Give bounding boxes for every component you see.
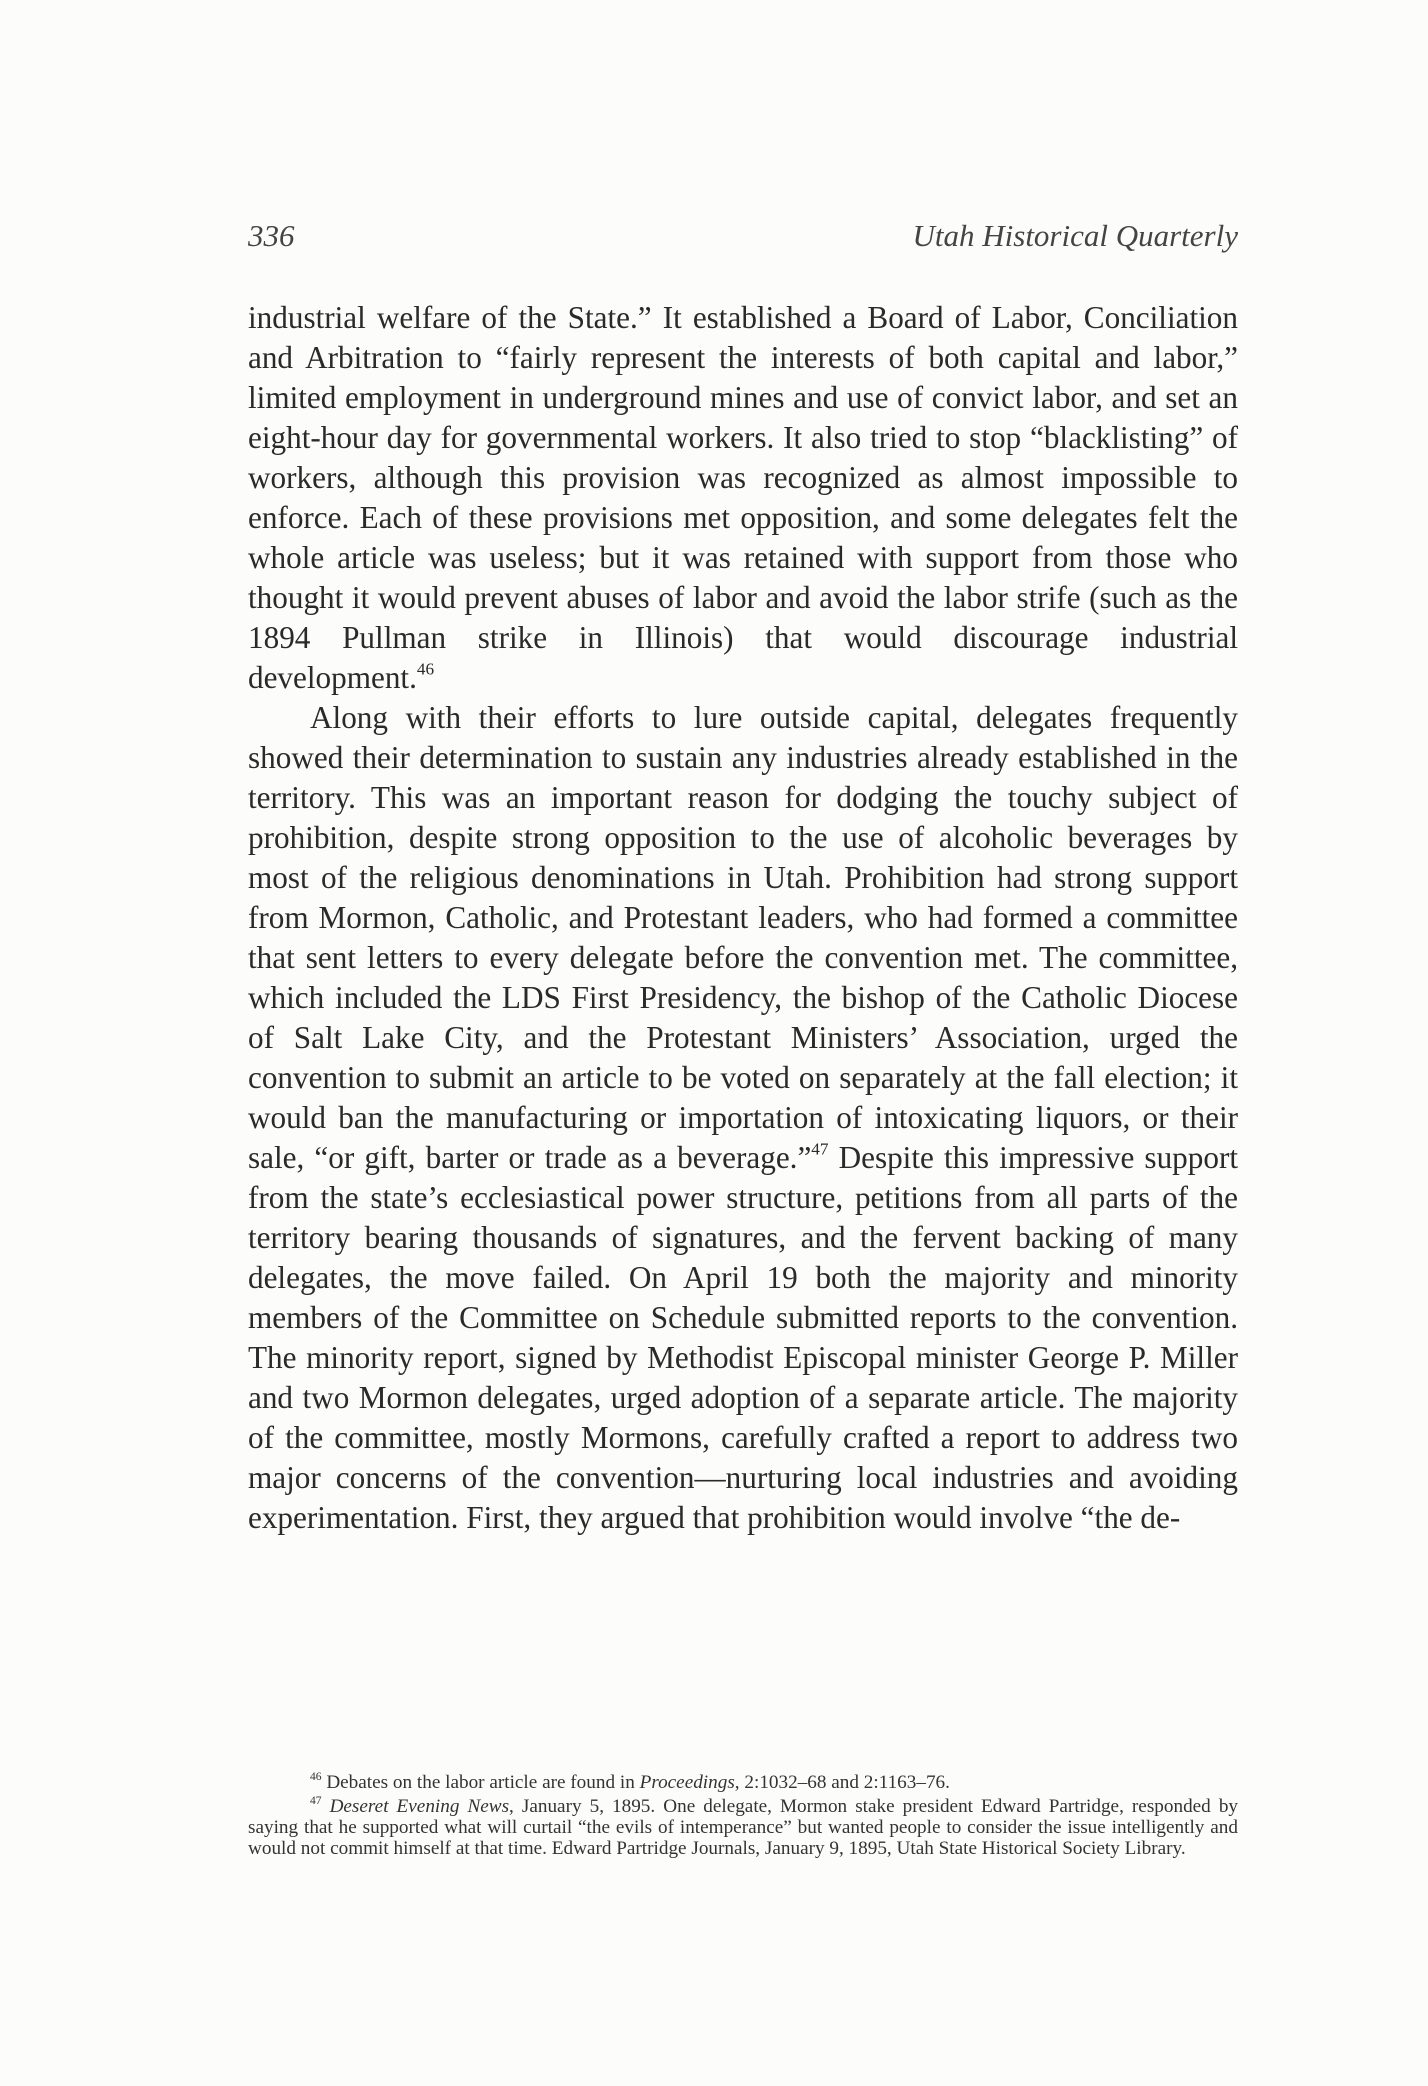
- note-ref-46: 46: [416, 659, 435, 679]
- paragraph-1-text: industrial welfare of the State.” It established a Board of Labor, Conciliation and Arbitration to “fairly represent the interests of both capital and labor,” limited employment in underground mines and use of convict labor, and set an eight-hour day for governmental workers. It also tried to stop “blacklisting” of workers, although this provision was recognized as almost impossible to enforce. Each of these provisions met opposition, and some delegates felt the whole article was useless; but it was retained with support from those who thought it would prevent abuses of labor and avoid the labor strife (such as the 1894 Pullman strike in Illinois) that would discourage industrial development.: [248, 300, 1238, 695]
- note-ref-47: 47: [811, 1139, 829, 1159]
- footnote-47-source: Deseret Evening News: [329, 1796, 510, 1817]
- footnote-46-source: Proceedings: [639, 1772, 735, 1793]
- paragraph-2-text-a: Along with their efforts to lure outside capital, delegates frequently showed their determination to sustain any industries already established in the territory. This was an important reason for dodging the touchy subject of prohibition, despite strong opposition to the use of alcoholic beverages by most of the religious denominations in Utah. Prohibition had strong support from Mormon, Catholic, and Protestant leaders, who had formed a committee that sent letters to every delegate before the convention met. The committee, which included the LDS First Presidency, the bishop of the Catholic Diocese of Salt Lake City, and the Protestant Ministers’ Association, urged the convention to submit an article to be voted on separately at the fall election; it would ban the manufacturing or importation of intoxicating liquors, or their sale, “or gift, barter or trade as a beverage.”: [248, 700, 1238, 1175]
- paragraph-2: [248, 698, 1238, 1538]
- footnote-47-text: , January 5, 1895. One delegate, Mormon stake president Edward Partridge, responded by saying that he supported what will curtail “the evils of intemperance” but wanted people to consider the issue intelligently and would not commit himself at that time. Edward Partridge Journals, January 9, 1895, Utah State Historical Society Library.: [248, 1796, 1239, 1859]
- running-head: [248, 218, 1238, 258]
- footnote-46-text-a: Debates on the labor article are found in: [326, 1772, 640, 1793]
- footnote-46-mark: 46: [310, 1770, 322, 1783]
- page-number: 336: [248, 218, 295, 253]
- footnotes: [248, 1772, 1238, 1862]
- footnote-47-mark: 47: [310, 1794, 322, 1807]
- footnote-47: [248, 1796, 1238, 1859]
- journal-title: Utah Historical Quarterly: [912, 218, 1238, 253]
- paragraph-2-text-b: Despite this impressive support from the state’s ecclesiastical power structure, petitions from all parts of the territory bearing thousands of signatures, and the fervent backing of many delegates, the move failed. On April 19 both the majority and minority members of the Committee on Schedule submitted reports to the convention. The minority report, signed by Methodist Episcopal minister George P. Miller and two Mormon delegates, urged adoption of a separate article. The majority of the committee, mostly Mormons, carefully crafted a report to address two major concerns of the convention—nurturing local industries and avoiding experimentation. First, they argued that prohibition would involve “the de-: [248, 1140, 1238, 1535]
- paragraph-1: [248, 298, 1238, 698]
- body-text: [248, 298, 1238, 1538]
- footnote-46: [248, 1772, 1238, 1793]
- footnote-46-text-b: , 2:1032–68 and 2:1163–76.: [734, 1772, 950, 1793]
